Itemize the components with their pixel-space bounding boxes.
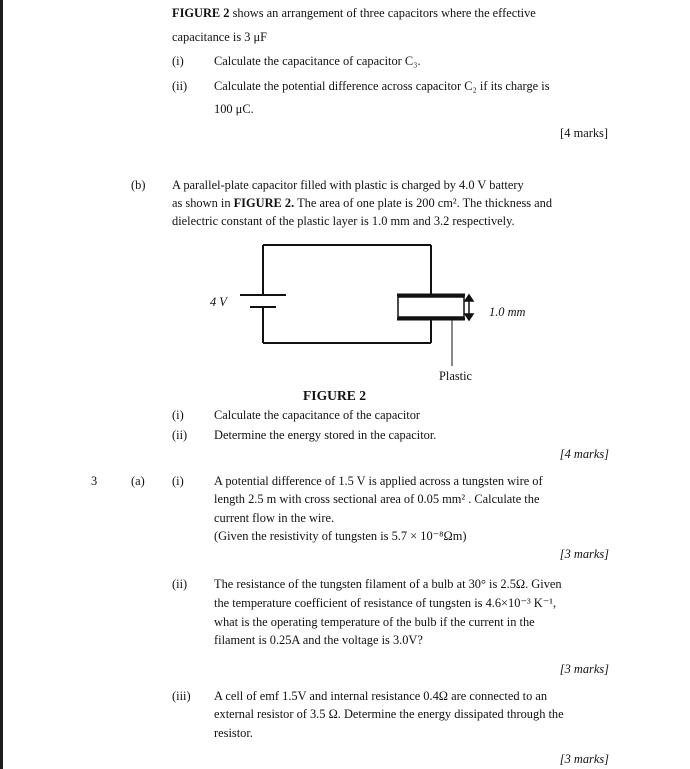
question-number: 3 [91, 474, 98, 488]
q3-sub-ii-line-2: the temperature coefficient of resistance of tungsten is 4.6×10⁻³ K⁻¹, [214, 596, 557, 610]
q3-sub-i-num: (i) [172, 474, 184, 488]
intro-marks: [4 marks] [560, 126, 608, 140]
q3-sub-iii-num: (iii) [172, 689, 191, 703]
thickness-arrow [465, 295, 473, 320]
q3-sub-ii-line-4: filament is 0.25A and the voltage is 3.0V? [214, 633, 423, 647]
question-3-part-label: (a) [131, 474, 145, 488]
part-b-item-num-ii: (ii) [172, 428, 188, 442]
intro-item-text-ii: Calculate the potential difference across capacitor C₂ if its charge is [214, 79, 550, 93]
part-b-item-text-ii: Determine the energy stored in the capacitor. [214, 428, 437, 442]
q3-sub-i-line-2: length 2.5 m with cross sectional area of 0.05 mm² . Calculate the [214, 492, 540, 506]
intro-item-text-ii-cont: 100 μC. [214, 102, 254, 116]
q3-sub-iii-line-2: external resistor of 3.5 Ω. Determine the energy dissipated through the [214, 707, 564, 721]
q3-sub-ii-marks: [3 marks] [559, 662, 609, 676]
q3-sub-ii-line-3: what is the operating temperature of the bulb if the current in the [214, 615, 535, 629]
battery-symbol [240, 295, 286, 307]
part-b-marks: [4 marks] [559, 447, 609, 461]
intro-line-2: capacitance is 3 μF [172, 30, 268, 44]
q3-sub-i-line-4: (Given the resistivity of tungsten is 5.7 × 10⁻⁸Ωm) [214, 529, 467, 543]
thickness-arrow-head-down [465, 314, 473, 320]
q3-sub-ii-line-1: The resistance of the tungsten filament of a bulb at 30° is 2.5Ω. Given [214, 577, 562, 591]
battery-label: 4 V [210, 295, 227, 309]
material-label: Plastic [439, 369, 473, 383]
figure-title: FIGURE 2 [303, 388, 367, 403]
q3-sub-iii-line-1: A cell of emf 1.5V and internal resistance 0.4Ω are connected to an [214, 689, 548, 703]
q3-sub-iii-line-3: resistor. [214, 726, 253, 740]
part-b-line-3: dielectric constant of the plastic layer is 1.0 mm and 3.2 respectively. [172, 214, 515, 228]
intro-item-text-i: Calculate the capacitance of capacitor C₃. [214, 54, 421, 68]
part-b-item-text-i: Calculate the capacitance of the capacitor [214, 408, 421, 422]
part-b-figure-ref: FIGURE 2. [233, 196, 295, 210]
q3-sub-i-line-3: current flow in the wire. [214, 511, 335, 525]
part-b-line-2-post: The area of one plate is 200 cm². The thickness and [294, 196, 553, 210]
plastic-layer [398, 297, 464, 317]
part-b-item-num-i: (i) [172, 408, 184, 422]
q3-sub-i-line-1: A potential difference of 1.5 V is applied across a tungsten wire of [214, 474, 543, 488]
q3-sub-i-marks: [3 marks] [559, 547, 609, 561]
q3-sub-ii-num: (ii) [172, 577, 188, 591]
q3-sub-iii-marks: [3 marks] [559, 752, 609, 766]
part-b-line-2-pre: as shown in [172, 196, 234, 210]
intro-item-num-ii: (ii) [172, 79, 188, 93]
intro-figure-ref: FIGURE 2 [172, 6, 230, 20]
intro-line-1-rest: shows an arrangement of three capacitors where the effective [229, 6, 536, 20]
thickness-arrow-head-up [465, 295, 473, 301]
capacitor-symbol [397, 295, 465, 319]
part-b-label: (b) [131, 178, 146, 192]
intro-item-num-i: (i) [172, 54, 184, 68]
gap-label: 1.0 mm [489, 305, 526, 319]
part-b-line-1: A parallel-plate capacitor filled with plastic is charged by 4.0 V battery [172, 178, 524, 192]
